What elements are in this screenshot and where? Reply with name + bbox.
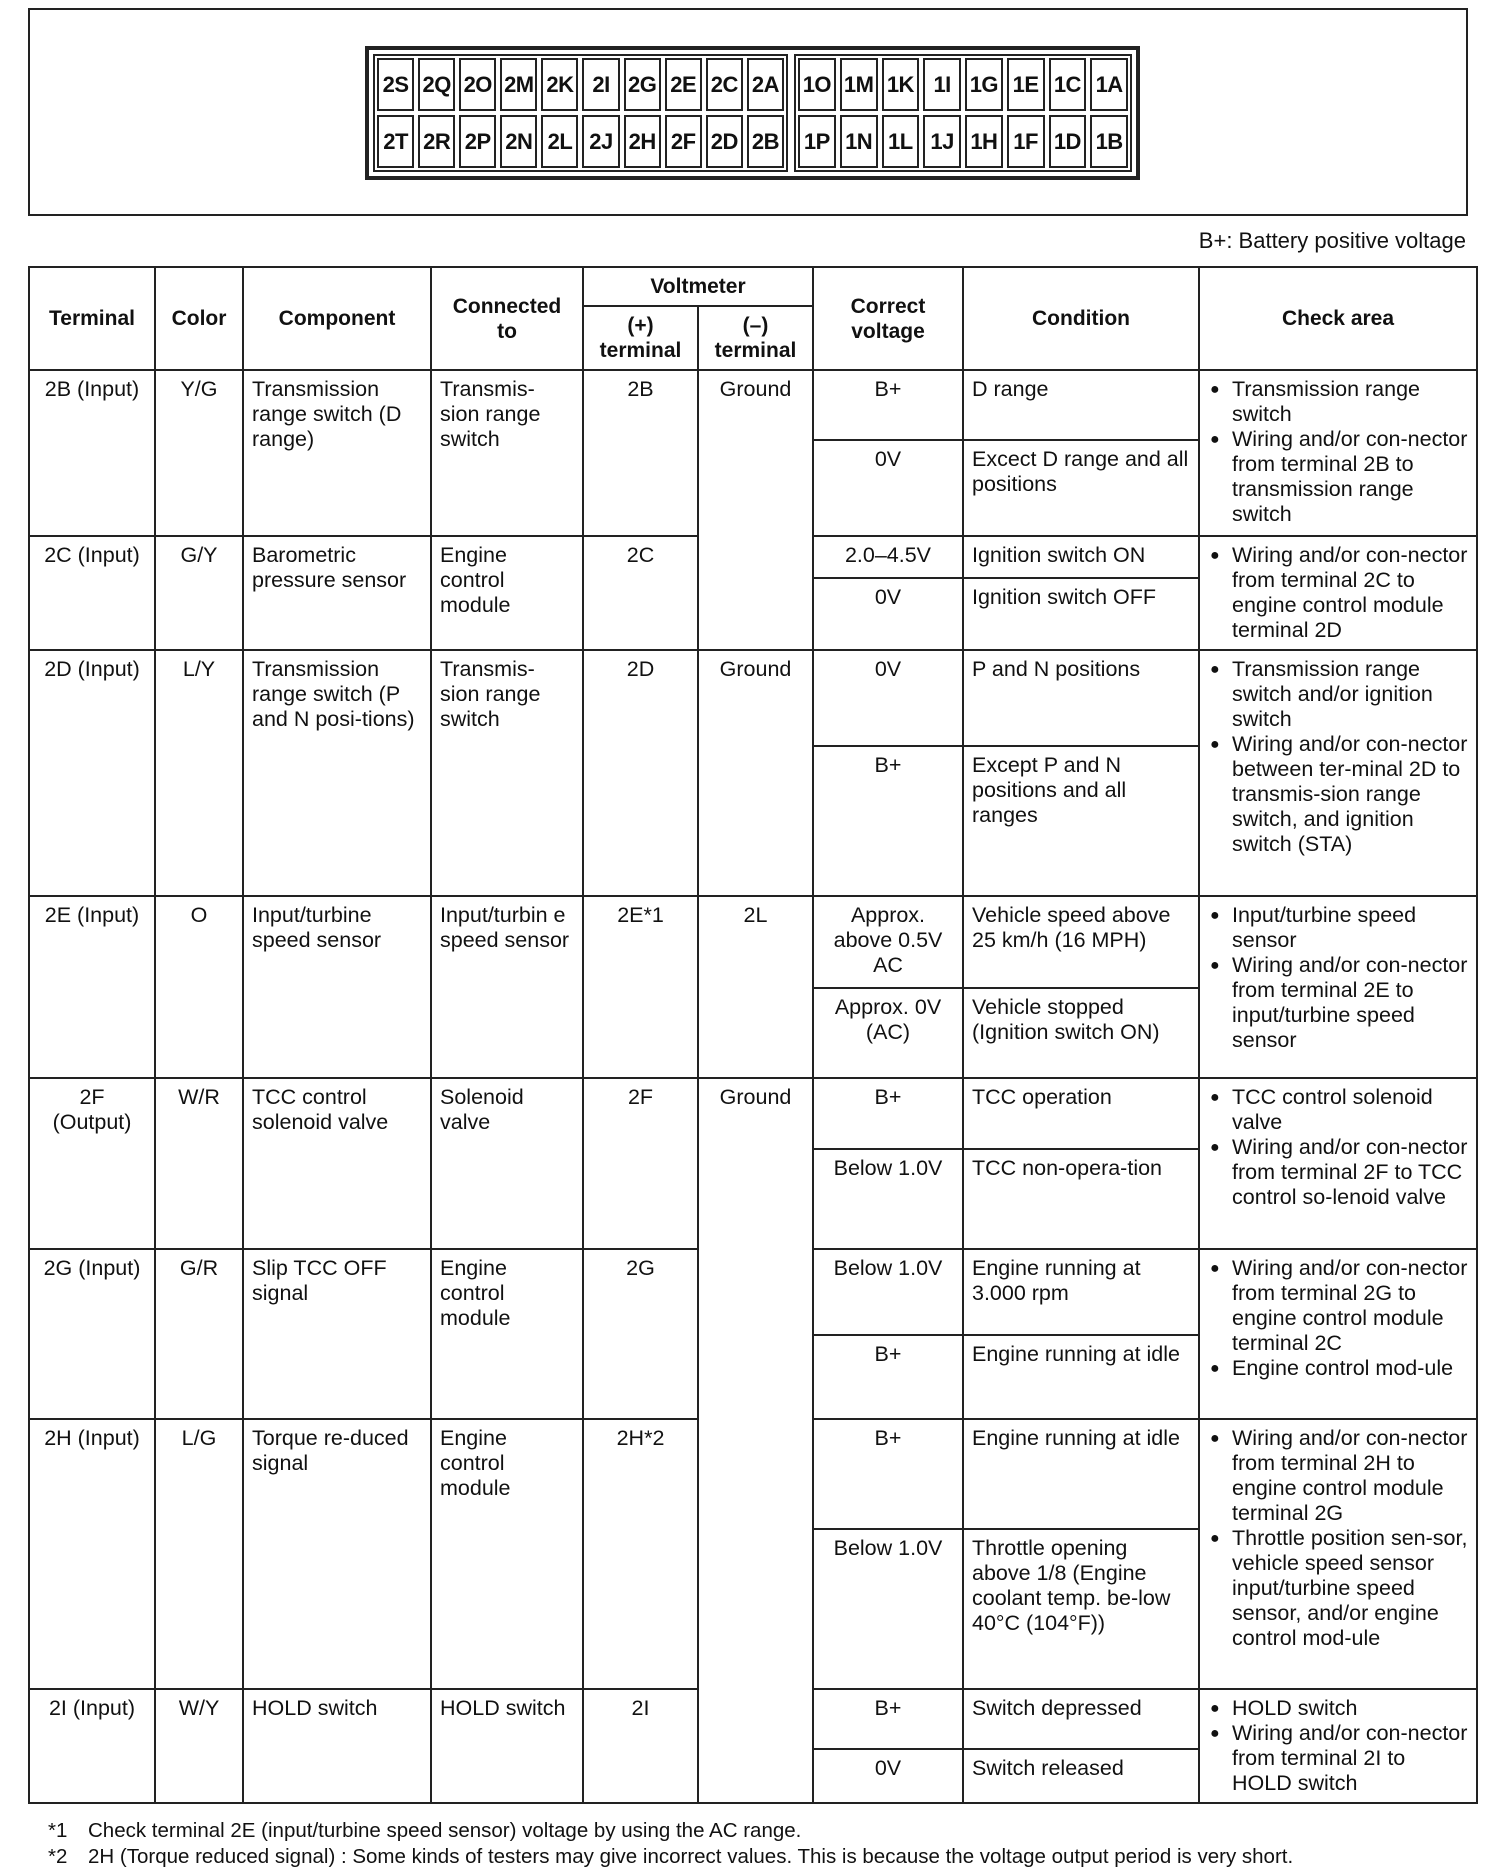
connector-block-1 xyxy=(794,54,1132,172)
connector-pin-2a: 2A xyxy=(747,58,784,111)
connector-pin-2l: 2L xyxy=(541,115,578,168)
check-item: ● Wiring and/or con-nector from terminal 2H to engine control module terminal 2G xyxy=(1232,1426,1468,1526)
footnote-text: Check terminal 2E (input/turbine speed sensor) voltage by using the AC range. xyxy=(88,1819,802,1842)
connector-pin-2h: 2H xyxy=(624,115,661,168)
terminal-cell: 2G (Input) xyxy=(29,1249,155,1419)
battery-note: B+: Battery positive voltage xyxy=(1198,228,1466,253)
condition-cell: Vehicle stopped (Ignition switch ON) xyxy=(963,988,1199,1078)
condition-cell: TCC non-opera-tion xyxy=(963,1149,1199,1249)
terminal-cell: 2I (Input) xyxy=(29,1689,155,1803)
check-item: ● Wiring and/or con-nector from terminal 2G to engine control module terminal 2C xyxy=(1232,1256,1468,1356)
condition-cell: Ignition switch ON xyxy=(963,536,1199,578)
plus-terminal-cell: 2E*1 xyxy=(583,896,698,1078)
minus-terminal-ground: Ground xyxy=(698,650,813,896)
connector-pin-2g: 2G xyxy=(624,58,661,111)
header-correct-voltage: Correct voltage xyxy=(813,267,963,370)
connector-pin-2s: 2S xyxy=(377,58,414,111)
condition-cell: TCC operation xyxy=(963,1078,1199,1148)
header-color: Color xyxy=(155,267,243,370)
connector-pin-1f: 1F xyxy=(1007,115,1045,168)
component-cell: Slip TCC OFF signal xyxy=(243,1249,431,1419)
voltage-cell: B+ xyxy=(813,1078,963,1148)
condition-cell: Engine running at 3.000 rpm xyxy=(963,1249,1199,1335)
connector-pin-1g: 1G xyxy=(965,58,1003,111)
connector-pin-2m: 2M xyxy=(500,58,537,111)
condition-cell: Excect D range and all positions xyxy=(963,440,1199,536)
condition-cell: D range xyxy=(963,370,1199,440)
color-cell: L/Y xyxy=(155,650,243,896)
terminal-check-table xyxy=(28,266,1478,1804)
plus-terminal-cell: 2I xyxy=(583,1689,698,1803)
header-check-area: Check area xyxy=(1199,267,1477,370)
table-row-2b xyxy=(29,370,1477,440)
connector-pin-2b: 2B xyxy=(747,115,784,168)
color-cell: G/R xyxy=(155,1249,243,1419)
check-area-cell xyxy=(1199,896,1477,1078)
condition-cell: Except P and N positions and all ranges xyxy=(963,746,1199,896)
table-row-2d xyxy=(29,650,1477,746)
check-area-cell xyxy=(1199,370,1477,536)
connector-pin-2t: 2T xyxy=(377,115,414,168)
header-minus-terminal: (–) terminal xyxy=(698,306,813,370)
check-area-cell xyxy=(1199,1419,1477,1689)
footnote-2 xyxy=(48,1844,1293,1870)
condition-cell: Vehicle speed above 25 km/h (16 MPH) xyxy=(963,896,1199,988)
connected-cell: Engine control module xyxy=(431,1419,583,1689)
connected-cell: Engine control module xyxy=(431,536,583,650)
connector-pin-2i: 2I xyxy=(582,58,619,111)
check-area-cell xyxy=(1199,1249,1477,1419)
condition-cell: Ignition switch OFF xyxy=(963,578,1199,650)
connected-cell: Input/turbin e speed sensor xyxy=(431,896,583,1078)
connector-pin-1d: 1D xyxy=(1049,115,1087,168)
color-cell: W/Y xyxy=(155,1689,243,1803)
footnote-mark: *1 xyxy=(48,1819,68,1842)
connector-pin-2c: 2C xyxy=(706,58,743,111)
terminal-cell: 2B (Input) xyxy=(29,370,155,536)
connector-pin-1j: 1J xyxy=(923,115,961,168)
connected-cell: Engine control module xyxy=(431,1249,583,1419)
connector-pin-2q: 2Q xyxy=(418,58,455,111)
connector-pin-1e: 1E xyxy=(1007,58,1045,111)
voltage-cell: 0V xyxy=(813,440,963,536)
connector-pin-2j: 2J xyxy=(582,115,619,168)
plus-terminal-cell: 2G xyxy=(583,1249,698,1419)
component-cell: HOLD switch xyxy=(243,1689,431,1803)
terminal-cell: 2H (Input) xyxy=(29,1419,155,1689)
connector-pin-2d: 2D xyxy=(706,115,743,168)
connected-cell: Transmis-sion range switch xyxy=(431,650,583,896)
connector-pin-1k: 1K xyxy=(882,58,920,111)
footnote-mark: *2 xyxy=(48,1845,68,1868)
check-item: ● Wiring and/or con-nector from terminal 2B to transmission range switch xyxy=(1232,427,1468,527)
voltage-cell: 0V xyxy=(813,578,963,650)
check-area-cell xyxy=(1199,650,1477,896)
plus-terminal-cell: 2D xyxy=(583,650,698,896)
check-item: ● Wiring and/or con-nector from terminal 2C to engine control module terminal 2D xyxy=(1232,543,1468,643)
table-row-2f xyxy=(29,1078,1477,1148)
connector-pin-1n: 1N xyxy=(840,115,878,168)
check-item: ● HOLD switch xyxy=(1232,1696,1468,1721)
connector-pin-1c: 1C xyxy=(1049,58,1087,111)
condition-cell: Switch released xyxy=(963,1749,1199,1803)
connector-pin-1o: 1O xyxy=(798,58,836,111)
connector-pin-1p: 1P xyxy=(798,115,836,168)
table-row-2e xyxy=(29,896,1477,988)
connector-pin-1m: 1M xyxy=(840,58,878,111)
component-cell: Transmission range switch (P and N posi-tions) xyxy=(243,650,431,896)
connected-cell: Solenoid valve xyxy=(431,1078,583,1248)
voltage-cell: B+ xyxy=(813,370,963,440)
minus-terminal-ground: Ground xyxy=(698,370,813,650)
plus-terminal-cell: 2C xyxy=(583,536,698,650)
terminal-cell: 2C (Input) xyxy=(29,536,155,650)
footnotes xyxy=(48,1818,1293,1870)
connector-pin-2r: 2R xyxy=(418,115,455,168)
terminal-cell: 2D (Input) xyxy=(29,650,155,896)
voltage-cell: B+ xyxy=(813,1419,963,1529)
check-item: ● Transmission range switch and/or ignition switch xyxy=(1232,657,1468,732)
voltage-cell: B+ xyxy=(813,746,963,896)
connector-pin-2f: 2F xyxy=(665,115,702,168)
header-condition: Condition xyxy=(963,267,1199,370)
voltage-cell: Approx. 0V (AC) xyxy=(813,988,963,1078)
terminal-cell: 2E (Input) xyxy=(29,896,155,1078)
plus-terminal-cell: 2H*2 xyxy=(583,1419,698,1689)
footnote-text: 2H (Torque reduced signal) : Some kinds of testers may give incorrect values. This is because the voltage output period is very short. xyxy=(88,1845,1294,1868)
component-cell: TCC control solenoid valve xyxy=(243,1078,431,1248)
connected-cell: Transmis-sion range switch xyxy=(431,370,583,536)
check-item: ● Input/turbine speed sensor xyxy=(1232,903,1468,953)
connector-pin-2p: 2P xyxy=(459,115,496,168)
voltage-cell: Below 1.0V xyxy=(813,1149,963,1249)
header-terminal: Terminal xyxy=(29,267,155,370)
minus-terminal-cell: 2L xyxy=(698,896,813,1078)
condition-cell: Throttle opening above 1/8 (Engine coolant temp. be-low 40°C (104°F)) xyxy=(963,1529,1199,1689)
check-item: ● Throttle position sen-sor, vehicle speed sensor input/turbine speed sensor, and/or engine control mod-ule xyxy=(1232,1526,1468,1651)
header-plus-terminal: (+) terminal xyxy=(583,306,698,370)
connector-pin-2k: 2K xyxy=(541,58,578,111)
check-area-cell xyxy=(1199,1689,1477,1803)
connector-pin-2e: 2E xyxy=(665,58,702,111)
color-cell: L/G xyxy=(155,1419,243,1689)
header-voltmeter: Voltmeter xyxy=(583,267,813,306)
connector-pin-1l: 1L xyxy=(882,115,920,168)
voltage-cell: B+ xyxy=(813,1335,963,1419)
voltage-cell: 0V xyxy=(813,1749,963,1803)
color-cell: W/R xyxy=(155,1078,243,1248)
check-item: ● Wiring and/or con-nector from terminal 2E to input/turbine speed sensor xyxy=(1232,953,1468,1053)
connector-block-2 xyxy=(373,54,788,172)
check-area-cell xyxy=(1199,536,1477,650)
minus-terminal-ground: Ground xyxy=(698,1078,813,1803)
check-item: ● Wiring and/or con-nector between ter-minal 2D to transmis-sion range switch, and ignition switch (STA) xyxy=(1232,732,1468,857)
connector-diagram-box xyxy=(28,8,1468,216)
voltage-cell: Approx. above 0.5V AC xyxy=(813,896,963,988)
connector-pin-1b: 1B xyxy=(1090,115,1128,168)
terminal-cell: 2F (Output) xyxy=(29,1078,155,1248)
color-cell: G/Y xyxy=(155,536,243,650)
component-cell: Barometric pressure sensor xyxy=(243,536,431,650)
header-connected-to: Connected to xyxy=(431,267,583,370)
connector-pin-2n: 2N xyxy=(500,115,537,168)
condition-cell: P and N positions xyxy=(963,650,1199,746)
component-cell: Transmission range switch (D range) xyxy=(243,370,431,536)
check-item: ● Engine control mod-ule xyxy=(1232,1356,1468,1381)
voltage-cell: 2.0–4.5V xyxy=(813,536,963,578)
component-cell: Torque re-duced signal xyxy=(243,1419,431,1689)
header-component: Component xyxy=(243,267,431,370)
voltage-cell: 0V xyxy=(813,650,963,746)
check-item: ● Wiring and/or con-nector from terminal 2I to HOLD switch xyxy=(1232,1721,1468,1796)
plus-terminal-cell: 2F xyxy=(583,1078,698,1248)
color-cell: O xyxy=(155,896,243,1078)
connected-cell: HOLD switch xyxy=(431,1689,583,1803)
voltage-cell: Below 1.0V xyxy=(813,1249,963,1335)
color-cell: Y/G xyxy=(155,370,243,536)
connector-pin-1h: 1H xyxy=(965,115,1003,168)
condition-cell: Switch depressed xyxy=(963,1689,1199,1749)
condition-cell: Engine running at idle xyxy=(963,1335,1199,1419)
connector-diagram xyxy=(365,46,1140,180)
condition-cell: Engine running at idle xyxy=(963,1419,1199,1529)
check-area-cell xyxy=(1199,1078,1477,1248)
connector-pin-1i: 1I xyxy=(923,58,961,111)
plus-terminal-cell: 2B xyxy=(583,370,698,536)
voltage-cell: B+ xyxy=(813,1689,963,1749)
voltage-cell: Below 1.0V xyxy=(813,1529,963,1689)
check-item: ● Wiring and/or con-nector from terminal 2F to TCC control so-lenoid valve xyxy=(1232,1135,1468,1210)
connector-pin-2o: 2O xyxy=(459,58,496,111)
check-item: ● Transmission range switch xyxy=(1232,377,1468,427)
component-cell: Input/turbine speed sensor xyxy=(243,896,431,1078)
check-item: ● TCC control solenoid valve xyxy=(1232,1085,1468,1135)
connector-pin-1a: 1A xyxy=(1090,58,1128,111)
footnote-1 xyxy=(48,1818,1293,1844)
